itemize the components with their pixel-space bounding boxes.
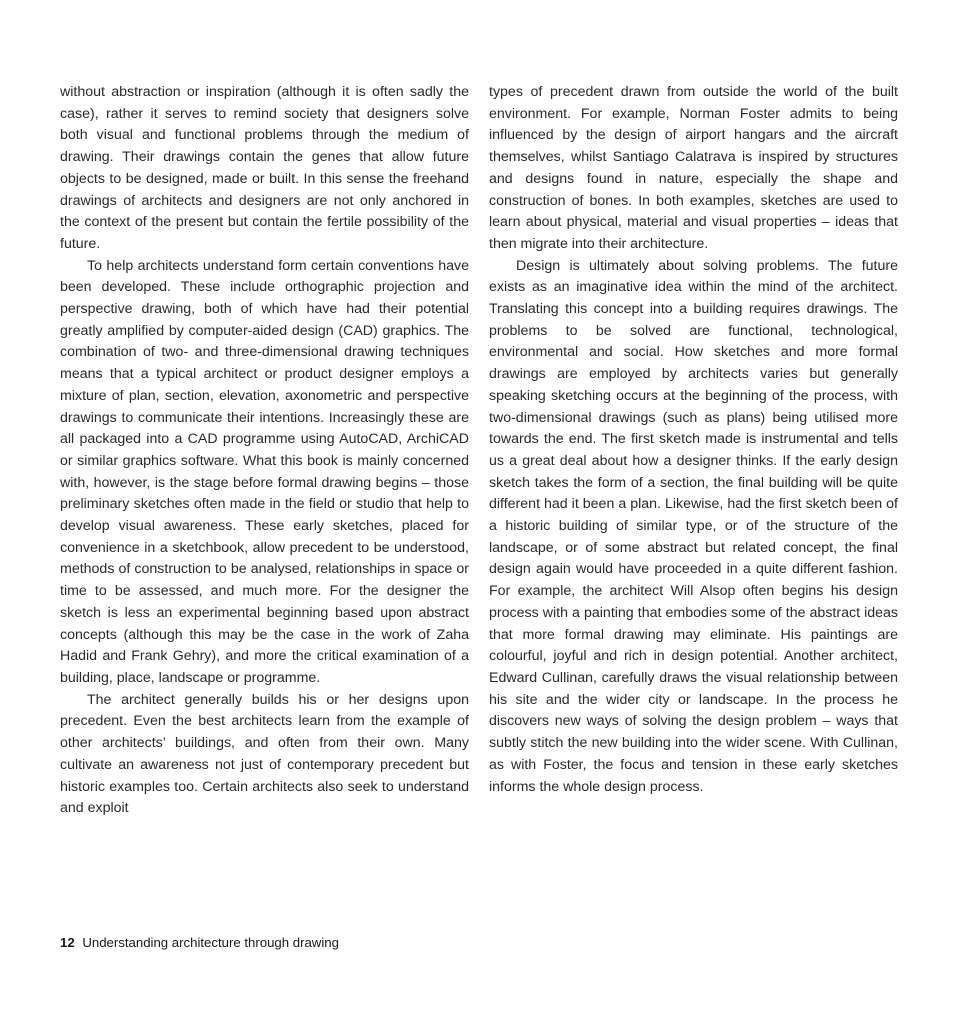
page-number: 12	[60, 935, 75, 950]
paragraph: Design is ultimately about solving problems. The future exists as an imaginative idea within the mind of the architect. Translating this concept into a building requires drawings. The problems to be solved are functional, technological, environmental and social. How sketches and more formal drawings are employed by architects varies but generally speaking sketching occurs at the beginning of the process, with two-dimensional drawings (such as plans) being utilised more towards the end. The first sketch made is instrumental and tells us a great deal about how a designer thinks. If the early design sketch takes the form of a section, the final building will be quite different had it been a plan. Likewise, had the first sketch been of a historic building of similar type, or of the structure of the landscape, or of some abstract but related concept, the final design again would have proceeded in a quite different fashion. For example, the architect Will Alsop often begins his design process with a painting that embodies some of the abstract ideas that more formal drawing may eliminate. His paintings are colourful, joyful and rich in design potential. Another architect, Edward Cullinan, carefully draws the visual relationship between his site and the wider city or landscape. In the process he discovers new ways of solving the design problem – ways that subtly stitch the new building into the wider scene. With Cullinan, as with Foster, the focus and tension in these early sketches informs the whole design process.	[489, 257, 898, 795]
page-footer	[60, 934, 339, 952]
left-text-column	[60, 82, 469, 820]
running-title: Understanding architecture through drawing	[82, 935, 339, 950]
paragraph: without abstraction or inspiration (although it is often sadly the case), rather it serves to remind society that designers solve both visual and functional problems through the medium of drawing. Their drawings contain the genes that allow future objects to be designed, made or built. In this sense the freehand drawings of architects and designers are not only anchored in the context of the present but contain the fertile possibility of the future.	[60, 84, 469, 252]
paragraph: To help architects understand form certain conventions have been developed. These include orthographic projection and perspective drawing, both of which have had their potential greatly amplified by computer-aided design (CAD) graphics. The combination of two- and three-dimensional drawing techniques means that a typical architect or product designer employs a mixture of plan, section, elevation, axonometric and perspective drawings to communicate their intentions. Increasingly these are all packaged into a CAD programme using AutoCAD, ArchiCAD or similar graphics software. What this book is mainly concerned with, however, is the stage before formal drawing begins – those preliminary sketches often made in the field or studio that help to develop visual awareness. These early sketches, placed for convenience in a sketchbook, allow precedent to be understood, methods of construction to be analysed, relationships in space or time to be assessed, and much more. For the designer the sketch is less an experimental beginning based upon abstract concepts (although this may be the case in the work of Zaha Hadid and Frank Gehry), and more the critical examination of a building, place, landscape or programme.	[60, 257, 469, 686]
paragraph: types of precedent drawn from outside the world of the built environment. For example, Norman Foster admits to being influenced by the design of airport hangars and the aircraft themselves, whilst Santiago Calatrava is inspired by structures and designs found in nature, especially the shape and construction of bones. In both examples, sketches are used to learn about physical, material and visual properties – ideas that then migrate into their architecture.	[489, 84, 898, 252]
right-text-column	[489, 82, 898, 798]
paragraph: The architect generally builds his or her designs upon precedent. Even the best architects learn from the example of other architects’ buildings, and often from their own. Many cultivate an awareness not just of contemporary precedent but historic examples too. Certain architects also seek to understand and exploit	[60, 691, 469, 817]
